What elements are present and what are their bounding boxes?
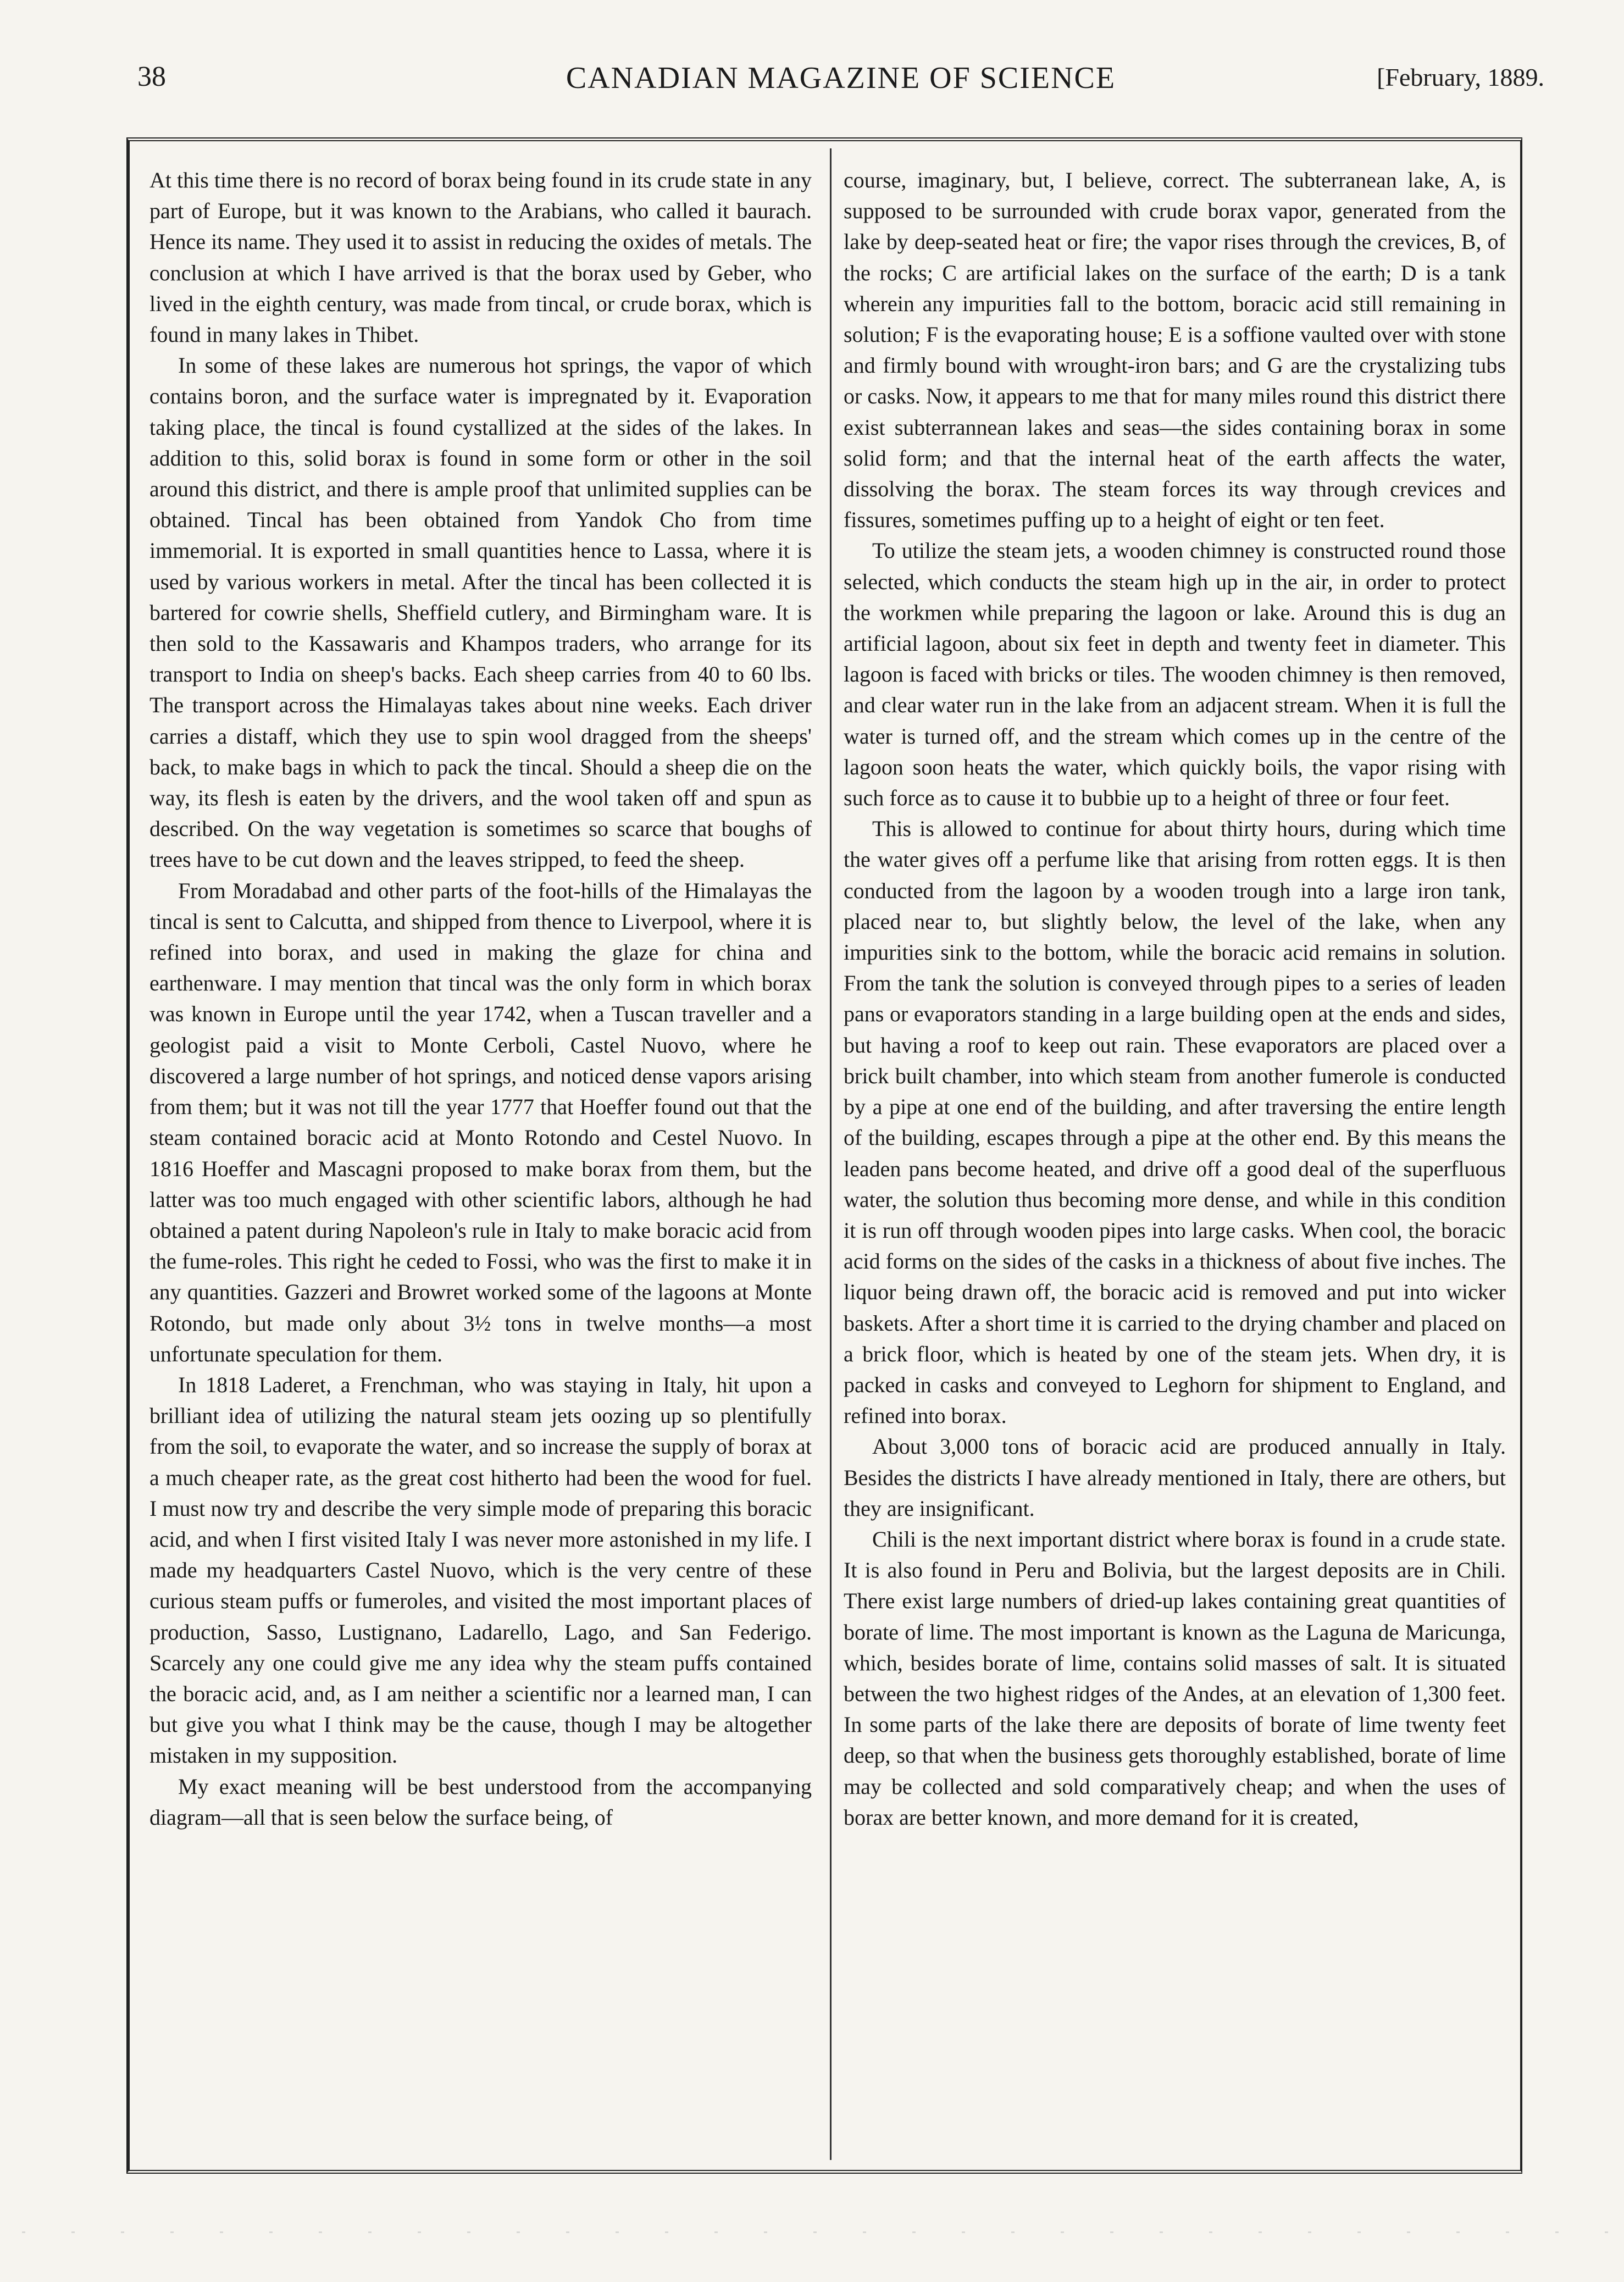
paragraph: This is allowed to continue for about thirty hours, during which time the water gives off a perfume like that arising from rotten eggs. It is then conducted from the lagoon by a wooden trough into a large iron tank, placed near to, but slightly below, the level of the lake, when any impurities sink to the bottom, while the boracic acid remains in solution. From the tank the solution is conveyed through pipes to a series of leaden pans or evaporators standing in a large building open at the ends and sides, but having a roof to keep out rain. These evaporators are placed over a brick built chamber, into which steam from another fumerole is conducted by a pipe at one end of the building, and after traversing the entire length of the building, escapes through a pipe at the other end. By this means the leaden pans become heated, and drive off a good deal of the superfluous water, the solution thus becoming more dense, and while in this condition it is run off through wooden pipes into large casks. When cool, the boracic acid forms on the sides of the casks in a thickness of about five inches. The liquor being drawn off, the boracic acid is removed and put into wicker baskets. After a short time it is carried to the drying chamber and placed on a brick floor, which is heated by one of the steam jets. When dry, it is packed in casks and conveyed to Leghorn for shipment to England, and refined into borax.	[844, 816, 1506, 1428]
paragraph: In some of these lakes are numerous hot springs, the vapor of which contains boron, and the surface water is impregnated by it. Evaporation taking place, the tincal is found cystallized at the sides of the lakes. In addition to this, solid borax is found in some form or other in the soil around this district, and there is ample proof that unlimited supplies can be obtained. Tincal has been obtained from Yandok Cho from time immemorial. It is exported in small quantities hence to Lassa, where it is used by various workers in metal. After the tincal has been collected it is bartered for cowrie shells, Sheffield cutlery, and Birmingham ware. It is then sold to the Kassawaris and Khampos traders, who arrange for its transport to India on sheep's backs. Each sheep carries from 40 to 60 lbs. The transport across the Himalayas takes about nine weeks. Each driver carries a distaff, which they use to spin wool dragged from the sheeps' back, to make bags in which to pack the tincal. Should a sheep die on the way, its flesh is eaten by the drivers, and the wool taken off and spun as described. On the way vegetation is sometimes so scarce that boughs of trees have to be cut down and the leaves stripped, to feed the sheep.	[149, 353, 812, 872]
paragraph: In 1818 Laderet, a Frenchman, who was staying in Italy, hit upon a brilliant idea of utilizing the natural steam jets oozing up so plentifully from the soil, to evaporate the water, and so increase the supply of borax at a much cheaper rate, as the great cost hitherto had been the wood for fuel. I must now try and describe the very simple mode of preparing this boracic acid, and when I first visited Italy I was never more astonished in my life. I made my headquarters Castel Nuovo, which is the very centre of these curious steam puffs or fumeroles, and visited the most important places of production, Sasso, Lustignano, Ladarello, Lago, and San Federigo. Scarcely any one could give me any idea why the steam puffs contained the boracic acid, and, as I am neither a scientific nor a learned man, I can but give you what I think may be the cause, though I may be altogether mistaken in my supposition.	[149, 1372, 812, 1768]
paragraph: course, imaginary, but, I believe, correct. The subterranean lake, A, is supposed to be surrounded with crude borax vapor, generated from the lake by deep-seated heat or fire; the vapor rises through the crevices, B, of the rocks; C are artificial lakes on the surface of the earth; D is a tank wherein any impurities fall to the bottom, boracic acid still remaining in solution; F is the evaporating house; E is a soffione vaulted over with stone and firmly bound with wrought-iron bars; and G are the crystalizing tubs or casks. Now, it appears to me that for many miles round this district there exist subterrannean lakes and seas—the sides containing borax in some solid form; and that the internal heat of the earth affects the water, dissolving the borax. The steam forces its way through crevices and fissures, sometimes puffing up to a height of eight or ten feet.	[844, 168, 1506, 533]
paragraph: To utilize the steam jets, a wooden chimney is constructed round those selected, which conducts the steam high up in the air, in order to protect the workmen while preparing the lagoon or lake. Around this is dug an artificial lagoon, about six feet in depth and twenty feet in diameter. This lagoon is faced with bricks or tiles. The wooden chimney is then removed, and clear water run in the lake from an adjacent stream. When it is full the water is turned off, and the stream which comes up in the centre of the lagoon soon heats the water, which quickly boils, the vapor rising with such force as to cause it to bubbie up to a height of three or four feet.	[844, 538, 1506, 811]
left-column	[149, 165, 812, 2154]
paragraph: About 3,000 tons of boracic acid are produced annually in Italy. Besides the districts I have already mentioned in Italy, there are others, but they are insignificant.	[844, 1434, 1506, 1521]
page-header	[137, 60, 1544, 110]
page-number: 38	[137, 61, 166, 92]
paragraph: My exact meaning will be best understood from the accompanying diagram—all that is seen below the surface being, of	[149, 1774, 812, 1830]
right-column	[844, 165, 1506, 2154]
journal-title: CANADIAN MAGAZINE OF SCIENCE	[566, 61, 1116, 95]
scan-noise	[0, 2231, 1624, 2233]
paragraph: Chili is the next important district where borax is found in a crude state. It is also found in Peru and Bolivia, but the largest deposits are in Chili. There exist large numbers of dried-up lakes containing great quantities of borate of lime. The most important is known as the Laguna de Maricunga, which, besides borate of lime, contains solid masses of salt. It is situated between the two highest ridges of the Andes, at an elevation of 1,300 feet. In some parts of the lake there are deposits of borate of lime twenty feet deep, so that when the business gets thoroughly established, borate of lime may be collected and sold comparatively cheap; and when the uses of borax are better known, and more demand for it is created,	[844, 1526, 1506, 1830]
issue-date: [February, 1889.	[1377, 63, 1544, 91]
paragraph: From Moradabad and other parts of the foot-hills of the Himalayas the tincal is sent to Calcutta, and shipped from thence to Liverpool, where it is refined into borax, and used in making the glaze for china and earthenware. I may mention that tincal was the only form in which borax was known in Europe until the year 1742, when a Tuscan traveller and a geologist paid a visit to Monte Cerboli, Castel Nuovo, where he discovered a large number of hot springs, and noticed dense vapors arising from them; but it was not till the year 1777 that Hoeffer found out that the steam contained boracic acid at Monto Rotondo and Cestel Nuovo. In 1816 Hoeffer and Mascagni proposed to make borax from them, but the latter was too much engaged with other scientific labors, although he had obtained a patent during Napoleon's rule in Italy to make boracic acid from the fume-roles. This right he ceded to Fossi, who was the first to make it in any quantities. Gazzeri and Browret worked some of the lagoons at Monte Rotondo, but made only about 3½ tons in twelve months—a most unfortunate speculation for them.	[149, 878, 812, 1366]
column-divider	[830, 148, 832, 2160]
paragraph: At this time there is no record of borax being found in its crude state in any part of Europe, but it was known to the Arabians, who called it baurach. Hence its name. They used it to assist in reducing the oxides of metals. The conclusion at which I have arrived is that the borax used by Geber, who lived in the eighth century, was made from tincal, or crude borax, which is found in many lakes in Thibet.	[149, 168, 812, 347]
